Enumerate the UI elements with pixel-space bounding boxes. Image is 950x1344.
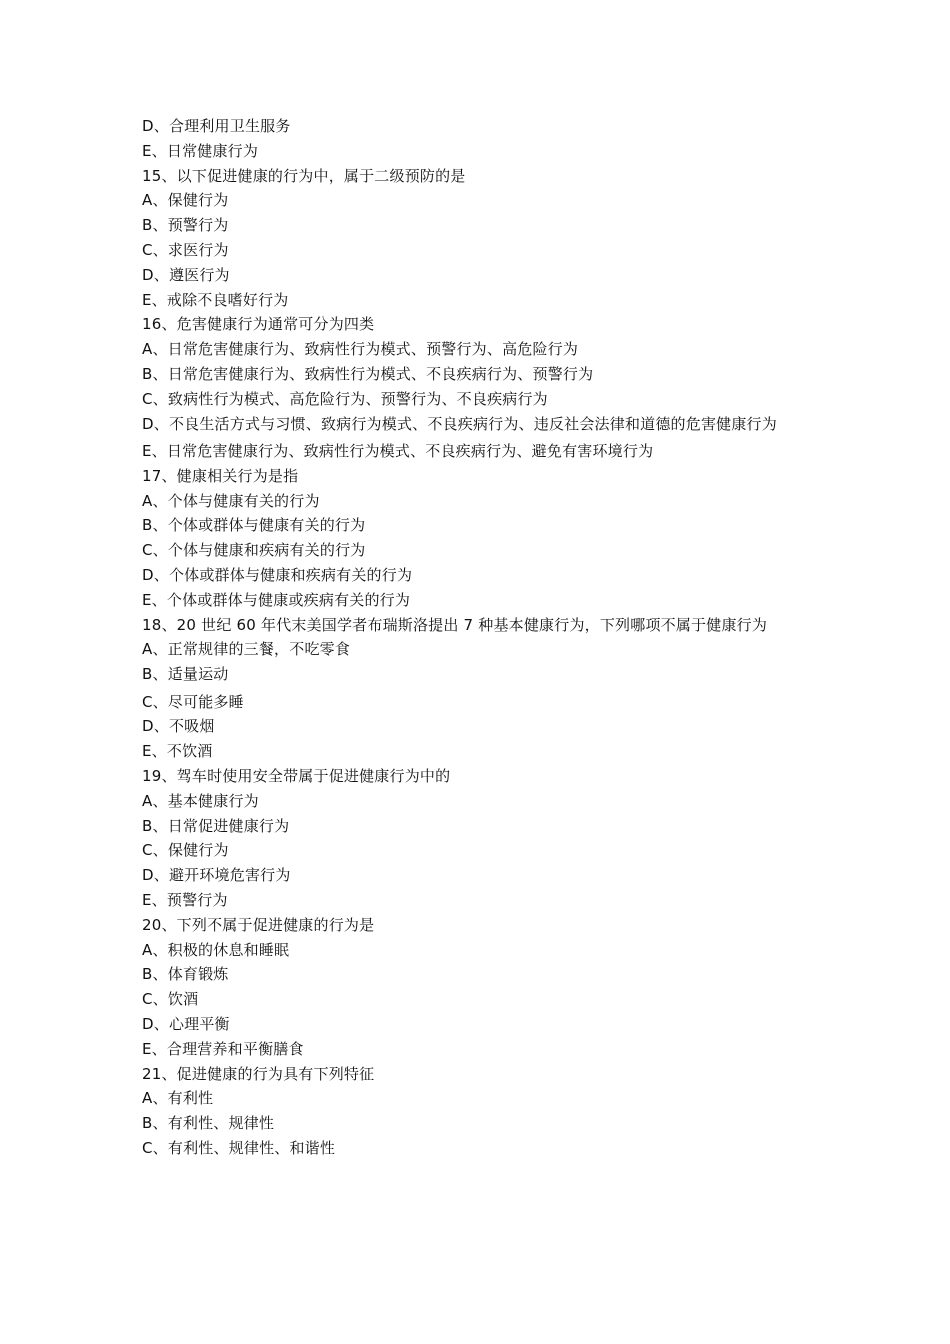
option-line: B、有利性、规律性 <box>142 1114 275 1133</box>
option-line: E、日常危害健康行为、致病性行为模式、不良疾病行为、避免有害环境行为 <box>142 441 654 460</box>
option-line: E、个体或群体与健康或疾病有关的行为 <box>142 590 411 609</box>
question-line: 15、以下促进健康的行为中，属于二级预防的是 <box>142 166 466 185</box>
option-line: E、不饮酒 <box>142 742 213 761</box>
option-line: A、保健行为 <box>142 191 229 210</box>
question-list <box>142 114 807 1161</box>
option-line: D、遵医行为 <box>142 265 230 284</box>
option-line: D、避开环境危害行为 <box>142 866 291 885</box>
question-line: 21、促进健康的行为具有下列特征 <box>142 1064 375 1083</box>
question-line: 18、20 世纪 60 年代末美国学者布瑞斯洛提出 7 种基本健康行为，下列哪项不属于健康行为 <box>142 615 768 634</box>
option-line: C、保健行为 <box>142 841 229 860</box>
option-line: D、不良生活方式与习惯、致病行为模式、不良疾病行为、违反社会法律和道德的危害健康行为 <box>142 414 777 433</box>
option-line: E、预警行为 <box>142 890 228 909</box>
option-line: C、有利性、规律性、和谐性 <box>142 1138 336 1157</box>
option-line: C、致病性行为模式、高危险行为、预警行为、不良疾病行为 <box>142 389 548 408</box>
option-line: C、求医行为 <box>142 240 229 259</box>
option-line: A、日常危害健康行为、致病性行为模式、预警行为、高危险行为 <box>142 340 579 359</box>
option-line: B、体育锻炼 <box>142 965 229 984</box>
option-line: B、日常促进健康行为 <box>142 816 290 835</box>
option-line: A、积极的休息和睡眠 <box>142 940 290 959</box>
question-line: 16、危害健康行为通常可分为四类 <box>142 315 375 334</box>
option-line: D、个体或群体与健康和疾病有关的行为 <box>142 565 413 584</box>
question-line: 17、健康相关行为是指 <box>142 466 299 485</box>
option-line: A、正常规律的三餐，不吃零食 <box>142 639 351 658</box>
question-line: 19、驾车时使用安全带属于促进健康行为中的 <box>142 766 451 785</box>
option-line: A、有利性 <box>142 1089 214 1108</box>
option-line: B、个体或群体与健康有关的行为 <box>142 516 366 535</box>
option-line: C、个体与健康和疾病有关的行为 <box>142 541 366 560</box>
option-line: E、合理营养和平衡膳食 <box>142 1039 304 1058</box>
option-line: C、饮酒 <box>142 990 199 1009</box>
option-line: B、适量运动 <box>142 664 229 683</box>
option-line: B、日常危害健康行为、致病性行为模式、不良疾病行为、预警行为 <box>142 364 594 383</box>
question-line: 20、下列不属于促进健康的行为是 <box>142 915 375 934</box>
option-line: A、个体与健康有关的行为 <box>142 491 320 510</box>
option-line: E、日常健康行为 <box>142 141 259 160</box>
option-line: C、尽可能多睡 <box>142 692 244 711</box>
option-line: D、不吸烟 <box>142 717 215 736</box>
option-line: D、合理利用卫生服务 <box>142 117 291 135</box>
option-line: E、戒除不良嗜好行为 <box>142 290 289 309</box>
option-line: A、基本健康行为 <box>142 791 259 810</box>
option-line: B、预警行为 <box>142 216 229 235</box>
option-line: D、心理平衡 <box>142 1014 230 1033</box>
